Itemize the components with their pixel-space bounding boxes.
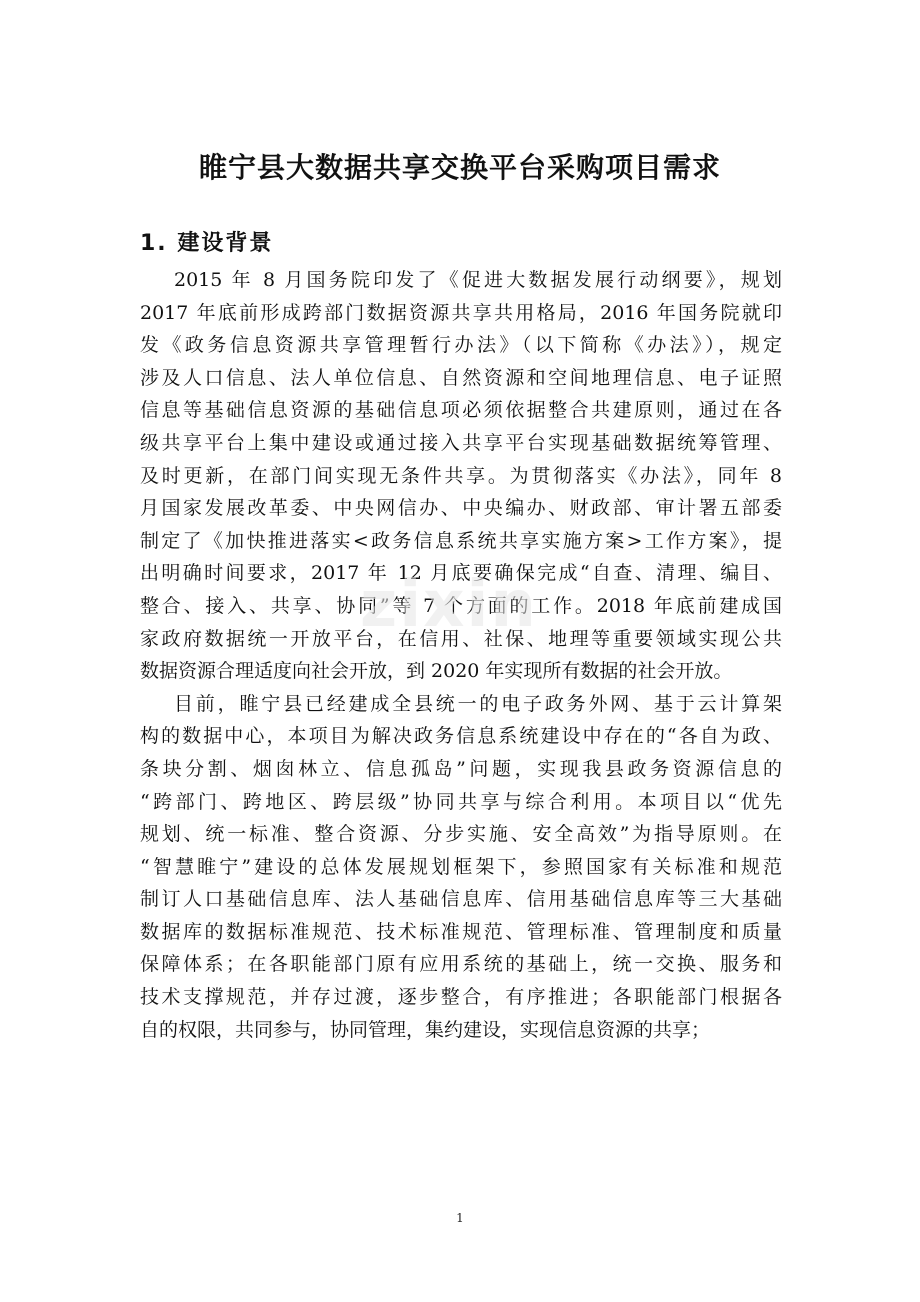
paragraph-2	[140, 688, 782, 1047]
text-line: 发《政务信息资源共享管理暂行办法》（以下简称《办法》），规定	[140, 334, 782, 357]
text-line: 数据库的数据标准规范、技术标准规范、管理标准、管理制度和质量	[140, 920, 782, 943]
text-line: 制定了《加快推进落实<政务信息系统共享实施方案>工作方案》，提	[140, 529, 782, 552]
text-line: 目前，睢宁县已经建成全县统一的电子政务外网、基于云计算架	[174, 692, 782, 715]
text-line: 出明确时间要求，2017 年 12 月底要确保完成“自查、清理、编目、	[140, 562, 782, 585]
text-line: 保障体系；在各职能部门原有应用系统的基础上，统一交换、服务和	[140, 953, 782, 976]
text-line: 自的权限，共同参与，协同管理，集约建设，实现信息资源的共享；	[140, 1018, 711, 1041]
text-line: 级共享平台上集中建设或通过接入共享平台实现基础数据统筹管理、	[140, 431, 782, 454]
page-number: 1	[456, 1211, 464, 1225]
text-line: 构的数据中心，本项目为解决政务信息系统建设中存在的“各自为政、	[140, 725, 782, 748]
text-line: 规划、统一标准、整合资源、分步实施、安全高效”为指导原则。在	[140, 823, 782, 846]
text-line: 条块分割、烟囱林立、信息孤岛”问题，实现我县政务资源信息的	[140, 757, 782, 780]
text-line: 技术支撑规范，并存过渡，逐步整合，有序推进；各职能部门根据各	[140, 986, 782, 1009]
text-line: 2015 年 8 月国务院印发了《促进大数据发展行动纲要》，规划	[174, 269, 782, 291]
text-line: 数据资源合理适度向社会开放，到 2020 年实现所有数据的社会开放。	[140, 660, 733, 683]
document-title: 睢宁县大数据共享交换平台采购项目需求	[198, 151, 721, 184]
text-line: 2017 年底前形成跨部门数据资源共享共用格局，2016 年国务院就印	[140, 301, 782, 324]
text-line: 家政府数据统一开放平台，在信用、社保、地理等重要领域实现公共	[140, 627, 782, 650]
text-line: “智慧睢宁”建设的总体发展规划框架下，参照国家有关标准和规范	[140, 855, 782, 878]
text-line: 信息等基础信息资源的基础信息项必须依据整合共建原则，通过在各	[140, 399, 782, 422]
watermark: zixin	[360, 568, 538, 642]
text-line: 涉及人口信息、法人单位信息、自然资源和空间地理信息、电子证照	[140, 366, 782, 389]
text-line: 整合、接入、共享、协同”等 7 个方面的工作。2018 年底前建成国	[140, 594, 782, 617]
text-line: “跨部门、跨地区、跨层级”协同共享与综合利用。本项目以“优先	[140, 790, 782, 813]
section-heading: 1. 建设背景	[140, 231, 274, 256]
document-body	[140, 264, 782, 1046]
paragraph-1	[140, 264, 782, 688]
text-line: 及时更新，在部门间实现无条件共享。为贯彻落实《办法》，同年 8	[140, 464, 782, 487]
text-line: 制订人口基础信息库、法人基础信息库、信用基础信息库等三大基础	[140, 888, 782, 911]
text-line: 月国家发展改革委、中央网信办、中央编办、财政部、审计署五部委	[140, 497, 782, 520]
